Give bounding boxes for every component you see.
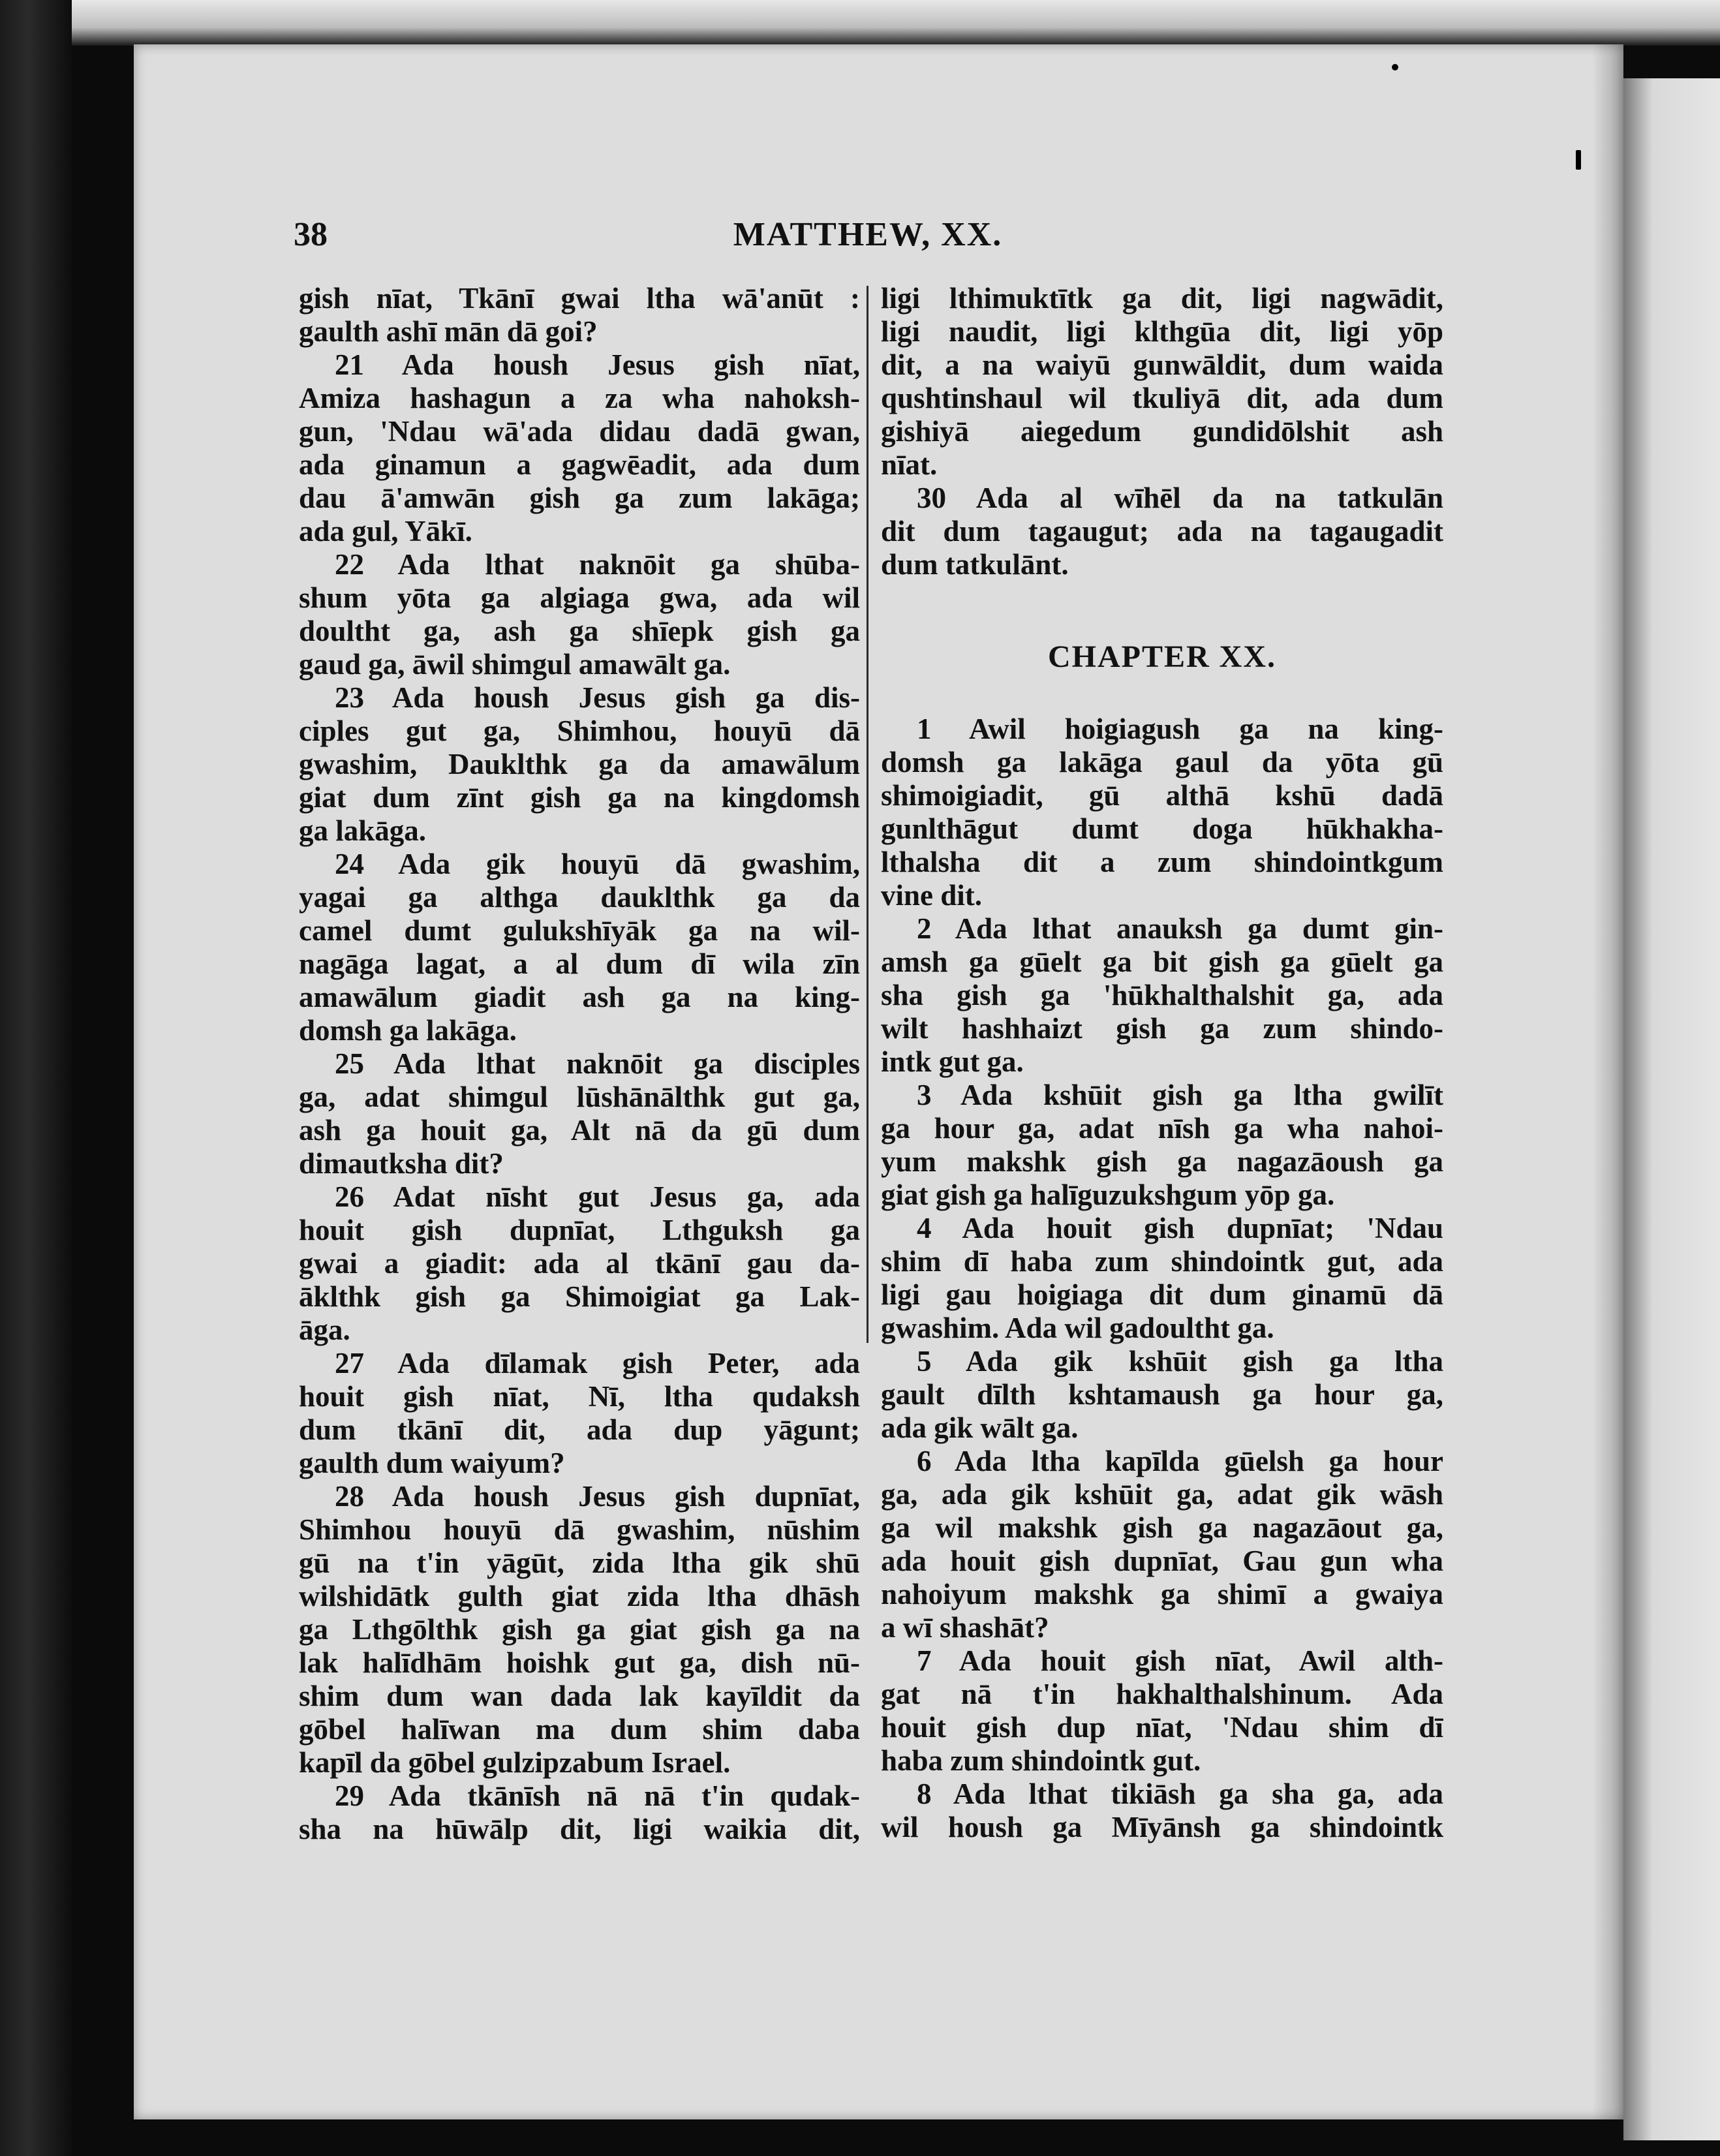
- text-line: doultht ga, ash ga shīepk gish ga: [299, 615, 860, 647]
- text-line: 1 Awil hoigiagush ga na king-: [917, 713, 1443, 745]
- text-line: 6 Ada ltha kapīlda gūelsh ga hour: [917, 1445, 1443, 1477]
- text-line: gishiyā aiegedum gundidōlshit ash: [881, 415, 1443, 448]
- text-line: 29 Ada tkānīsh nā nā t'in qudak-: [335, 1779, 860, 1812]
- text-line: shim dum wan dada lak kayīldit da: [299, 1680, 860, 1712]
- text-line: gaulth dum waiyum?: [299, 1447, 565, 1479]
- text-line: 27 Ada dīlamak gish Peter, ada: [335, 1347, 860, 1379]
- text-line: amawālum giadit ash ga na king-: [299, 981, 860, 1013]
- text-line: sha gish ga 'hūkhalthalshit ga, ada: [881, 979, 1443, 1011]
- text-line: 2 Ada lthat anauksh ga dumt gin-: [917, 912, 1443, 945]
- text-line: houit gish dup nīat, 'Ndau shim dī: [881, 1711, 1443, 1744]
- text-line: dit dum tagaugut; ada na tagaugadit: [881, 515, 1443, 547]
- text-line: 25 Ada lthat naknōit ga disciples: [335, 1047, 860, 1080]
- text-line: shim dī haba zum shindointk gut, ada: [881, 1245, 1443, 1278]
- text-line: 23 Ada housh Jesus gish ga dis-: [335, 681, 860, 714]
- text-line: wil housh ga Mīyānsh ga shindointk: [881, 1811, 1443, 1843]
- text-line: houit gish nīat, Nī, ltha qudaksh: [299, 1380, 860, 1413]
- text-line: dimautksha dit?: [299, 1147, 504, 1180]
- text-line: qushtinshaul wil tkuliyā dit, ada dum: [881, 382, 1443, 414]
- text-line: 22 Ada lthat naknōit ga shūba-: [335, 548, 860, 581]
- text-line: ciples gut ga, Shimhou, houyū dā: [299, 715, 860, 747]
- text-line: ada houit gish dupnīat, Gau gun wha: [881, 1545, 1443, 1577]
- text-line: gwai a giadit: ada al tkānī gau da-: [299, 1247, 860, 1280]
- page-number: 38: [294, 216, 328, 253]
- adjacent-page-edge: [1623, 78, 1720, 2140]
- text-line: shimoigiadit, gū althā kshū dadā: [881, 779, 1443, 812]
- text-line: āga.: [299, 1314, 350, 1346]
- text-line: lthalsha dit a zum shindointkgum: [881, 846, 1443, 878]
- text-line: amsh ga gūelt ga bit gish ga gūelt ga: [881, 946, 1443, 978]
- text-line: ga hour ga, adat nīsh ga wha nahoi-: [881, 1112, 1443, 1145]
- text-line: ligi naudit, ligi klthgūa dit, ligi yōp: [881, 315, 1443, 348]
- text-line: houit gish dupnīat, Lthguksh ga: [299, 1214, 860, 1246]
- text-line: gaulth ashī mān dā goi?: [299, 315, 598, 348]
- right-text-column: [881, 282, 1443, 1844]
- text-line: yagai ga althga dauklthk ga da: [299, 881, 860, 914]
- text-line: ligi gau hoigiaga dit dum ginamū dā: [881, 1278, 1443, 1311]
- text-line: 4 Ada houit gish dupnīat; 'Ndau: [917, 1212, 1443, 1244]
- book-binding-edge: [0, 0, 72, 2156]
- text-line: vine dit.: [881, 879, 983, 912]
- text-line: 7 Ada houit gish nīat, Awil alth-: [917, 1644, 1443, 1677]
- text-line: ga wil makshk gish ga nagazāout ga,: [881, 1511, 1443, 1544]
- column-rule: [867, 286, 868, 1343]
- text-line: 30 Ada al wīhēl da na tatkulān: [917, 482, 1443, 514]
- left-text-column: [299, 282, 860, 1846]
- right-column-chapter-block: [881, 713, 1443, 1844]
- text-line: gwashim. Ada wil gadoultht ga.: [881, 1312, 1274, 1344]
- text-line: 21 Ada housh Jesus gish nīat,: [335, 348, 860, 381]
- text-line: gunlthāgut dumt doga hūkhakha-: [881, 812, 1443, 845]
- text-line: dum tkānī dit, ada dup yāgunt;: [299, 1413, 860, 1446]
- text-line: kapīl da gōbel gulzipzabum Israel.: [299, 1746, 731, 1779]
- text-line: ga, ada gik kshūit ga, adat gik wāsh: [881, 1478, 1443, 1511]
- text-line: giat gish ga halīguzukshgum yōp ga.: [881, 1178, 1335, 1211]
- running-title: MATTHEW, XX.: [733, 216, 1003, 253]
- text-line: Amiza hashagun a za wha nahoksh-: [299, 382, 860, 414]
- text-line: āklthk gish ga Shimoigiat ga Lak-: [299, 1280, 860, 1313]
- text-line: ada gik wālt ga.: [881, 1411, 1079, 1444]
- text-line: 24 Ada gik houyū dā gwashim,: [335, 848, 860, 880]
- text-line: sha na hūwālp dit, ligi waikia dit,: [299, 1813, 860, 1845]
- text-line: nahoiyum makshk ga shimī a gwaiya: [881, 1578, 1443, 1610]
- text-line: gū na t'in yāgūt, zida ltha gik shū: [299, 1547, 860, 1579]
- text-line: Shimhou houyū dā gwashim, nūshim: [299, 1513, 860, 1546]
- text-line: 8 Ada lthat tikiāsh ga sha ga, ada: [917, 1778, 1443, 1810]
- text-line: intk gut ga.: [881, 1045, 1024, 1078]
- text-line: gat nā t'in hakhalthalshinum. Ada: [881, 1678, 1443, 1710]
- text-line: gaud ga, āwil shimgul amawālt ga.: [299, 648, 731, 681]
- text-line: 26 Adat nīsht gut Jesus ga, ada: [335, 1180, 860, 1213]
- text-line: dum tatkulānt.: [881, 548, 1069, 581]
- scan-speck: [1392, 64, 1398, 70]
- text-line: gun, 'Ndau wā'ada didau dadā gwan,: [299, 415, 860, 448]
- text-line: 5 Ada gik kshūit gish ga ltha: [917, 1345, 1443, 1378]
- text-line: ligi lthimuktītk ga dit, ligi nagwādit,: [881, 282, 1443, 315]
- scan-top-strip: [0, 0, 1720, 46]
- text-line: shum yōta ga algiaga gwa, ada wil: [299, 581, 860, 614]
- text-line: wilshidātk gulth giat zida ltha dhāsh: [299, 1580, 860, 1612]
- text-line: gish nīat, Tkānī gwai ltha wā'anūt :: [299, 282, 860, 315]
- right-column-top-block: [881, 282, 1443, 581]
- text-line: dau ā'amwān gish ga zum lakāga;: [299, 482, 860, 514]
- text-line: ga, adat shimgul lūshānālthk gut ga,: [299, 1081, 860, 1113]
- running-head: [294, 215, 1442, 261]
- text-line: haba zum shindointk gut.: [881, 1744, 1201, 1777]
- text-line: a wī shashāt?: [881, 1611, 1049, 1644]
- text-line: ada ginamun a gagwēadit, ada dum: [299, 448, 860, 481]
- text-line: 28 Ada housh Jesus gish dupnīat,: [335, 1480, 860, 1513]
- text-line: ga lakāga.: [299, 814, 427, 847]
- text-line: ga Lthgōlthk gish ga giat gish ga na: [299, 1613, 860, 1646]
- scan-speck: [1576, 150, 1581, 170]
- text-line: gōbel halīwan ma dum shim daba: [299, 1713, 860, 1746]
- text-line: nīat.: [881, 448, 938, 481]
- text-line: dit, a na waiyū gunwāldit, dum waida: [881, 348, 1443, 381]
- text-line: gault dīlth kshtamaush ga hour ga,: [881, 1378, 1443, 1411]
- text-line: ada gul, Yākī.: [299, 515, 472, 547]
- text-line: 3 Ada kshūit gish ga ltha gwilīt: [917, 1079, 1443, 1111]
- gutter-shadow: [1592, 44, 1623, 2119]
- text-line: gwashim, Dauklthk ga da amawālum: [299, 748, 860, 780]
- text-line: camel dumt gulukshīyāk ga na wil-: [299, 914, 860, 947]
- text-line: domsh ga lakāga gaul da yōta gū: [881, 746, 1443, 778]
- text-line: nagāga lagat, a al dum dī wila zīn: [299, 947, 860, 980]
- text-line: wilt hashhaizt gish ga zum shindo-: [881, 1012, 1443, 1045]
- chapter-heading: CHAPTER XX.: [1047, 639, 1276, 674]
- text-line: domsh ga lakāga.: [299, 1014, 517, 1047]
- text-line: yum makshk gish ga nagazāoush ga: [881, 1145, 1443, 1178]
- text-line: lak halīdhām hoishk gut ga, dish nū-: [299, 1646, 860, 1679]
- text-line: giat dum zīnt gish ga na kingdomsh: [299, 781, 860, 814]
- text-line: ash ga houit ga, Alt nā da gū dum: [299, 1114, 860, 1147]
